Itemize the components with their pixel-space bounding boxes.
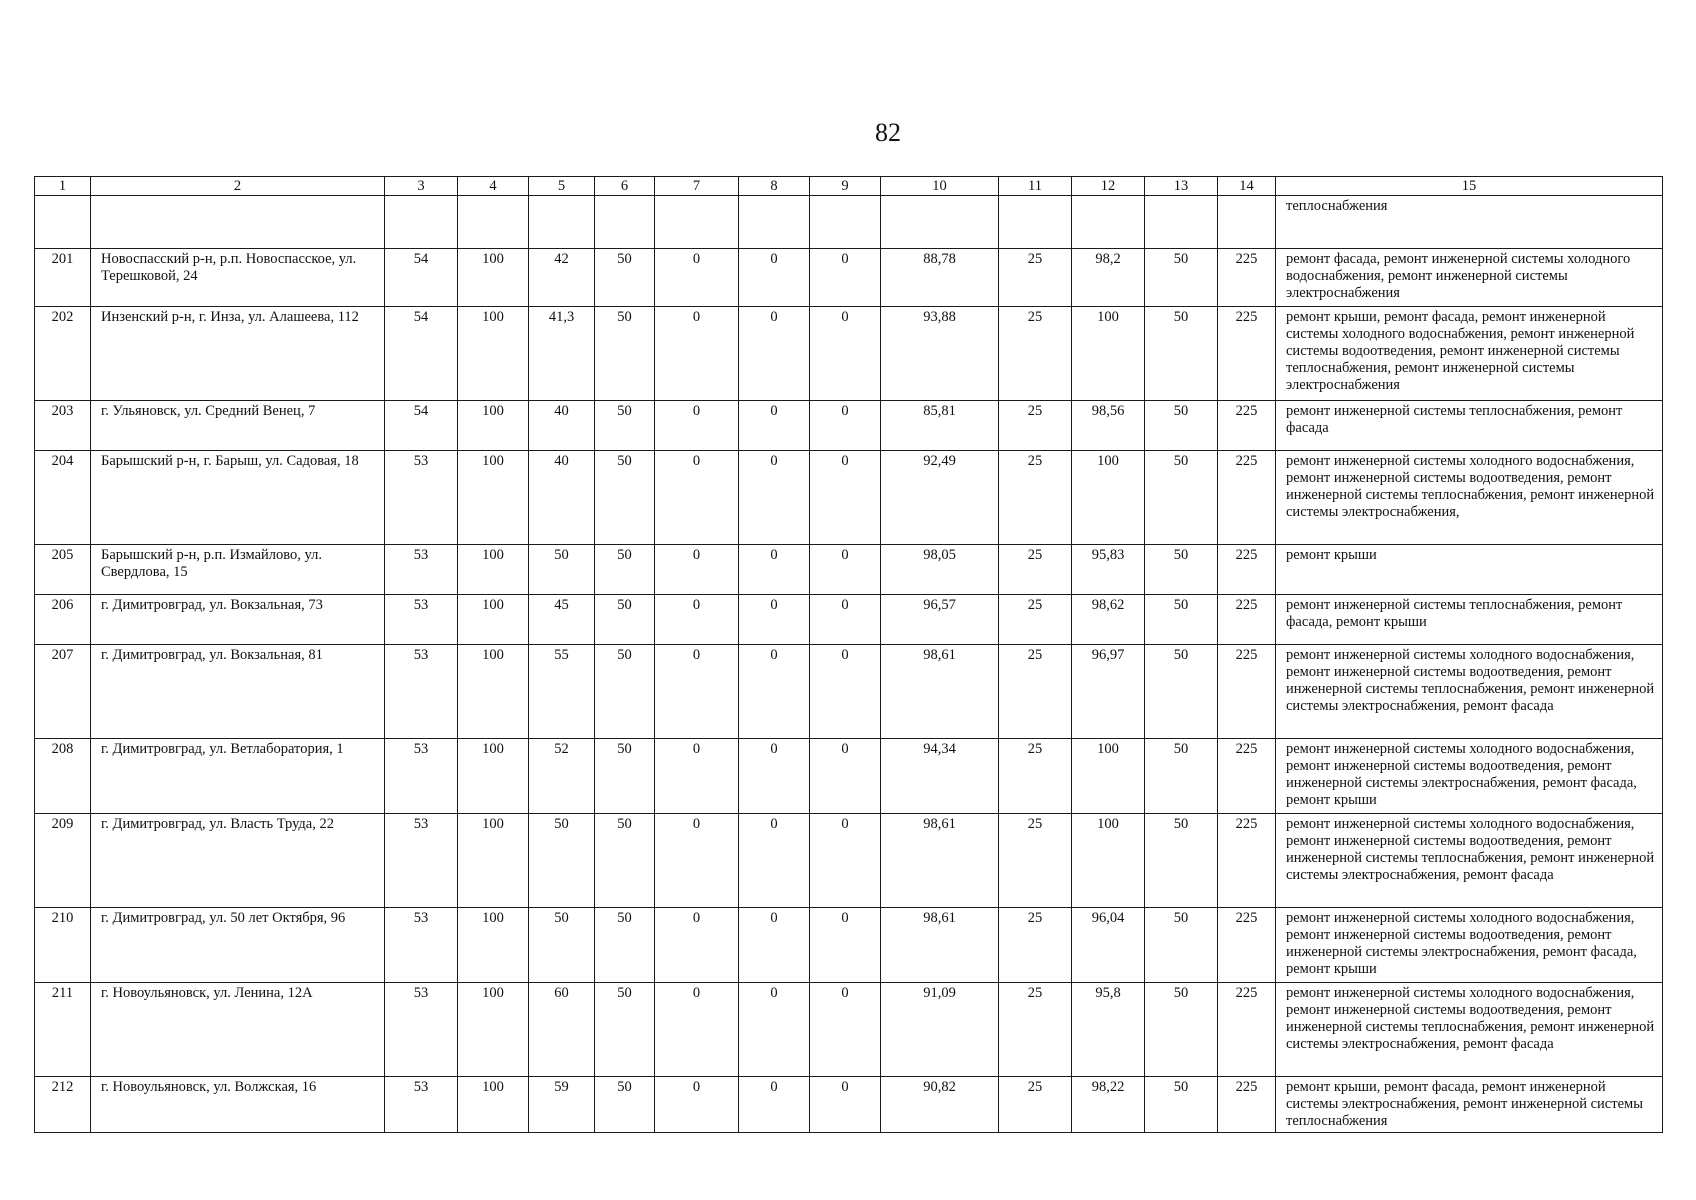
column-header: 1 [35,177,91,196]
value-cell: 100 [458,307,529,401]
value-cell: 100 [458,908,529,983]
value-cell: 0 [739,451,810,545]
works-cell: теплоснабжения [1276,196,1663,249]
value-cell: 50 [595,1077,655,1133]
value-cell: 0 [739,545,810,595]
value-cell: 98,61 [881,645,999,739]
column-header: 14 [1218,177,1276,196]
row-number-cell: 202 [35,307,91,401]
empty-cell [810,196,881,249]
value-cell: 50 [529,545,595,595]
value-cell: 94,34 [881,739,999,814]
table-row [35,814,1663,908]
value-cell: 53 [385,545,458,595]
value-cell: 0 [655,545,739,595]
table-row [35,545,1663,595]
table-row [35,595,1663,645]
address-cell: г. Димитровград, ул. Вокзальная, 73 [91,595,385,645]
column-header: 11 [999,177,1072,196]
works-cell: ремонт крыши, ремонт фасада, ремонт инженерной системы электроснабжения, ремонт инженерной системы теплоснабжения [1276,1077,1663,1133]
value-cell: 225 [1218,645,1276,739]
value-cell: 0 [810,908,881,983]
value-cell: 0 [739,814,810,908]
value-cell: 0 [655,249,739,307]
value-cell: 0 [655,307,739,401]
value-cell: 225 [1218,983,1276,1077]
value-cell: 50 [1145,401,1218,451]
value-cell: 0 [810,401,881,451]
value-cell: 0 [655,908,739,983]
value-cell: 0 [655,645,739,739]
value-cell: 50 [595,307,655,401]
value-cell: 50 [1145,249,1218,307]
value-cell: 54 [385,307,458,401]
value-cell: 0 [655,451,739,545]
column-numbers-row [35,177,1663,196]
value-cell: 53 [385,814,458,908]
empty-cell [529,196,595,249]
value-cell: 50 [595,401,655,451]
address-cell: г. Димитровград, ул. Вокзальная, 81 [91,645,385,739]
value-cell: 0 [739,1077,810,1133]
value-cell: 225 [1218,451,1276,545]
value-cell: 25 [999,451,1072,545]
value-cell: 0 [739,401,810,451]
table-row [35,249,1663,307]
value-cell: 50 [1145,983,1218,1077]
value-cell: 50 [595,451,655,545]
works-cell: ремонт инженерной системы теплоснабжения, ремонт фасада [1276,401,1663,451]
value-cell: 50 [595,545,655,595]
address-cell: Инзенский р-н, г. Инза, ул. Алашеева, 112 [91,307,385,401]
row-number-cell: 205 [35,545,91,595]
column-header: 6 [595,177,655,196]
value-cell: 50 [1145,1077,1218,1133]
empty-cell [999,196,1072,249]
value-cell: 98,62 [1072,595,1145,645]
value-cell: 25 [999,307,1072,401]
value-cell: 225 [1218,595,1276,645]
row-number-cell: 209 [35,814,91,908]
works-cell: ремонт крыши [1276,545,1663,595]
value-cell: 50 [595,739,655,814]
value-cell: 0 [739,983,810,1077]
value-cell: 0 [655,401,739,451]
row-number-cell: 201 [35,249,91,307]
value-cell: 100 [458,645,529,739]
value-cell: 50 [1145,814,1218,908]
repair-schedule-table [34,176,1663,1133]
value-cell: 90,82 [881,1077,999,1133]
empty-cell [91,196,385,249]
column-header: 8 [739,177,810,196]
address-cell: г. Ульяновск, ул. Средний Венец, 7 [91,401,385,451]
empty-cell [385,196,458,249]
value-cell: 0 [655,739,739,814]
empty-cell [739,196,810,249]
works-cell: ремонт инженерной системы холодного водоснабжения, ремонт инженерной системы водоотведения, ремонт инженерной системы теплоснабжения, ремонт инженерной системы электроснабжения, ремонт фасада [1276,983,1663,1077]
value-cell: 25 [999,739,1072,814]
column-header: 4 [458,177,529,196]
value-cell: 100 [1072,814,1145,908]
value-cell: 100 [458,595,529,645]
value-cell: 98,61 [881,814,999,908]
value-cell: 50 [1145,908,1218,983]
value-cell: 96,57 [881,595,999,645]
value-cell: 50 [1145,739,1218,814]
row-number-cell: 204 [35,451,91,545]
column-header: 15 [1276,177,1663,196]
value-cell: 50 [595,814,655,908]
empty-cell [595,196,655,249]
value-cell: 98,2 [1072,249,1145,307]
value-cell: 0 [810,451,881,545]
row-number-cell: 208 [35,739,91,814]
value-cell: 100 [458,545,529,595]
value-cell: 96,04 [1072,908,1145,983]
value-cell: 225 [1218,401,1276,451]
value-cell: 50 [1145,545,1218,595]
value-cell: 225 [1218,908,1276,983]
value-cell: 25 [999,983,1072,1077]
table-row [35,739,1663,814]
value-cell: 50 [529,814,595,908]
value-cell: 100 [458,249,529,307]
value-cell: 53 [385,983,458,1077]
works-cell: ремонт крыши, ремонт фасада, ремонт инженерной системы холодного водоснабжения, ремонт инженерной системы водоотведения, ремонт инженерной системы теплоснабжения, ремонт инженерной системы электроснабжения [1276,307,1663,401]
row-number-cell: 210 [35,908,91,983]
value-cell: 0 [810,739,881,814]
table-row [35,645,1663,739]
value-cell: 50 [595,595,655,645]
value-cell: 25 [999,1077,1072,1133]
value-cell: 0 [655,814,739,908]
empty-cell [1218,196,1276,249]
value-cell: 100 [458,1077,529,1133]
value-cell: 25 [999,545,1072,595]
value-cell: 25 [999,249,1072,307]
works-cell: ремонт инженерной системы холодного водоснабжения, ремонт инженерной системы водоотведения, ремонт инженерной системы теплоснабжения, ремонт инженерной системы электроснабжения, ремонт фасада [1276,645,1663,739]
value-cell: 225 [1218,739,1276,814]
address-cell: г. Новоульяновск, ул. Волжская, 16 [91,1077,385,1133]
value-cell: 25 [999,814,1072,908]
value-cell: 60 [529,983,595,1077]
value-cell: 88,78 [881,249,999,307]
address-cell: г. Димитровград, ул. Власть Труда, 22 [91,814,385,908]
value-cell: 100 [458,739,529,814]
empty-cell [655,196,739,249]
works-cell: ремонт инженерной системы холодного водоснабжения, ремонт инженерной системы водоотведения, ремонт инженерной системы теплоснабжения, ремонт инженерной системы электроснабжения, ремонт фасада [1276,814,1663,908]
value-cell: 0 [810,545,881,595]
value-cell: 0 [810,595,881,645]
column-header: 9 [810,177,881,196]
value-cell: 98,56 [1072,401,1145,451]
value-cell: 0 [739,307,810,401]
value-cell: 50 [1145,307,1218,401]
works-cell: ремонт инженерной системы холодного водоснабжения, ремонт инженерной системы водоотведения, ремонт инженерной системы теплоснабжения, ремонт инженерной системы электроснабжения, [1276,451,1663,545]
works-cell: ремонт инженерной системы холодного водоснабжения, ремонт инженерной системы водоотведения, ремонт инженерной системы электроснабжения, ремонт фасада, ремонт крыши [1276,739,1663,814]
value-cell: 225 [1218,814,1276,908]
value-cell: 100 [1072,451,1145,545]
value-cell: 25 [999,595,1072,645]
value-cell: 50 [595,983,655,1077]
column-header: 13 [1145,177,1218,196]
table-row [35,983,1663,1077]
empty-cell [35,196,91,249]
column-header: 10 [881,177,999,196]
value-cell: 0 [739,249,810,307]
empty-cell [1145,196,1218,249]
value-cell: 85,81 [881,401,999,451]
value-cell: 95,83 [1072,545,1145,595]
value-cell: 50 [595,908,655,983]
value-cell: 0 [739,595,810,645]
value-cell: 0 [810,814,881,908]
value-cell: 100 [458,814,529,908]
value-cell: 0 [810,249,881,307]
row-number-cell: 212 [35,1077,91,1133]
address-cell: Новоспасский р-н, р.п. Новоспасское, ул. Терешковой, 24 [91,249,385,307]
table-row [35,1077,1663,1133]
value-cell: 53 [385,908,458,983]
value-cell: 40 [529,401,595,451]
column-header: 2 [91,177,385,196]
value-cell: 54 [385,401,458,451]
value-cell: 50 [1145,645,1218,739]
value-cell: 98,05 [881,545,999,595]
value-cell: 100 [1072,307,1145,401]
column-header: 3 [385,177,458,196]
column-header: 7 [655,177,739,196]
value-cell: 96,97 [1072,645,1145,739]
row-number-cell: 206 [35,595,91,645]
value-cell: 100 [1072,739,1145,814]
value-cell: 50 [595,249,655,307]
value-cell: 25 [999,645,1072,739]
value-cell: 225 [1218,545,1276,595]
table-row [35,307,1663,401]
table-row [35,908,1663,983]
empty-cell [881,196,999,249]
value-cell: 0 [655,983,739,1077]
value-cell: 0 [739,645,810,739]
value-cell: 0 [810,983,881,1077]
value-cell: 54 [385,249,458,307]
row-number-cell: 207 [35,645,91,739]
value-cell: 59 [529,1077,595,1133]
value-cell: 50 [595,645,655,739]
value-cell: 95,8 [1072,983,1145,1077]
value-cell: 93,88 [881,307,999,401]
address-cell: г. Димитровград, ул. Ветлаборатория, 1 [91,739,385,814]
value-cell: 100 [458,401,529,451]
value-cell: 0 [810,645,881,739]
address-cell: Барышский р-н, р.п. Измайлово, ул. Свердлова, 15 [91,545,385,595]
value-cell: 100 [458,983,529,1077]
address-cell: Барышский р-н, г. Барыш, ул. Садовая, 18 [91,451,385,545]
empty-cell [1072,196,1145,249]
row-number-cell: 203 [35,401,91,451]
value-cell: 25 [999,401,1072,451]
value-cell: 45 [529,595,595,645]
column-header: 5 [529,177,595,196]
value-cell: 55 [529,645,595,739]
value-cell: 0 [739,739,810,814]
value-cell: 0 [810,1077,881,1133]
value-cell: 53 [385,1077,458,1133]
works-cell: ремонт инженерной системы теплоснабжения, ремонт фасада, ремонт крыши [1276,595,1663,645]
value-cell: 0 [810,307,881,401]
value-cell: 0 [655,1077,739,1133]
empty-cell [458,196,529,249]
value-cell: 225 [1218,249,1276,307]
value-cell: 53 [385,739,458,814]
page-number: 82 [875,118,901,147]
value-cell: 42 [529,249,595,307]
value-cell: 100 [458,451,529,545]
row-number-cell: 211 [35,983,91,1077]
table-row [35,401,1663,451]
value-cell: 53 [385,595,458,645]
address-cell: г. Новоульяновск, ул. Ленина, 12А [91,983,385,1077]
value-cell: 40 [529,451,595,545]
value-cell: 25 [999,908,1072,983]
value-cell: 50 [1145,451,1218,545]
value-cell: 92,49 [881,451,999,545]
value-cell: 50 [529,908,595,983]
value-cell: 225 [1218,307,1276,401]
value-cell: 0 [739,908,810,983]
value-cell: 53 [385,451,458,545]
continuation-row [35,196,1663,249]
value-cell: 225 [1218,1077,1276,1133]
value-cell: 98,61 [881,908,999,983]
value-cell: 91,09 [881,983,999,1077]
works-cell: ремонт фасада, ремонт инженерной системы холодного водоснабжения, ремонт инженерной системы электроснабжения [1276,249,1663,307]
value-cell: 41,3 [529,307,595,401]
value-cell: 52 [529,739,595,814]
value-cell: 98,22 [1072,1077,1145,1133]
address-cell: г. Димитровград, ул. 50 лет Октября, 96 [91,908,385,983]
value-cell: 50 [1145,595,1218,645]
value-cell: 0 [655,595,739,645]
value-cell: 53 [385,645,458,739]
column-header: 12 [1072,177,1145,196]
works-cell: ремонт инженерной системы холодного водоснабжения, ремонт инженерной системы водоотведения, ремонт инженерной системы электроснабжения, ремонт фасада, ремонт крыши [1276,908,1663,983]
table-row [35,451,1663,545]
